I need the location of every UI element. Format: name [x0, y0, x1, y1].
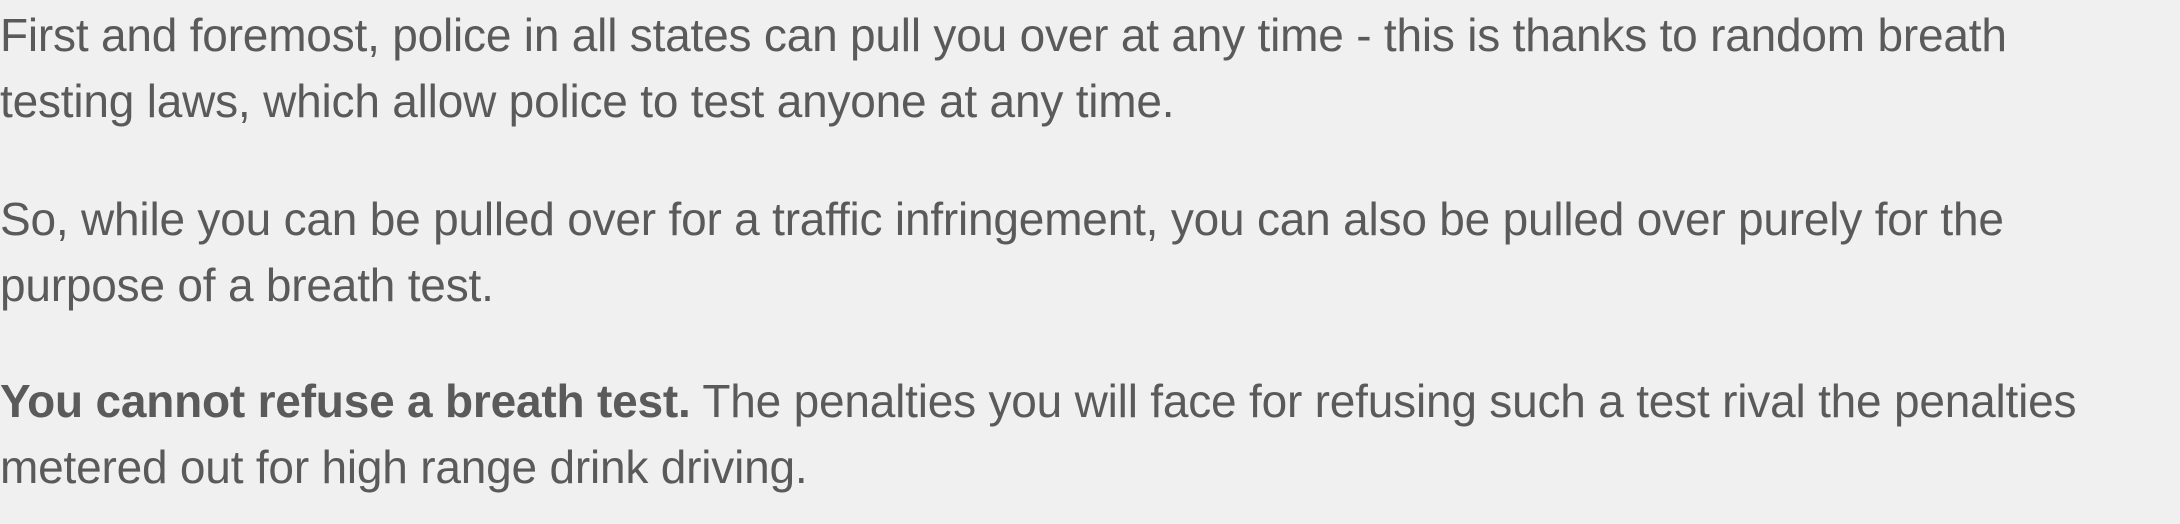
paragraph-line-rest: The penalties you will face for refusing such a test rival the penalties — [690, 375, 2077, 427]
paragraph-line: metered out for high range drink driving. — [0, 441, 808, 493]
paragraph-line: testing laws, which allow police to test anyone at any time. — [0, 75, 1175, 127]
bold-lead-text: You cannot refuse a breath test. — [0, 375, 691, 427]
paragraph-line: So, while you can be pulled over for a traffic infringement, you can also be pulled over purely for the — [0, 193, 2004, 245]
paragraph-line: purpose of a breath test. — [0, 259, 494, 311]
paragraph-random-breath-testing — [0, 2, 2007, 134]
paragraph-line — [0, 368, 2076, 434]
paragraph-cannot-refuse — [0, 368, 2076, 500]
paragraph-line: First and foremost, police in all states can pull you over at any time - this is thanks to random breath — [0, 9, 2007, 61]
paragraph-pulled-over — [0, 186, 2004, 318]
